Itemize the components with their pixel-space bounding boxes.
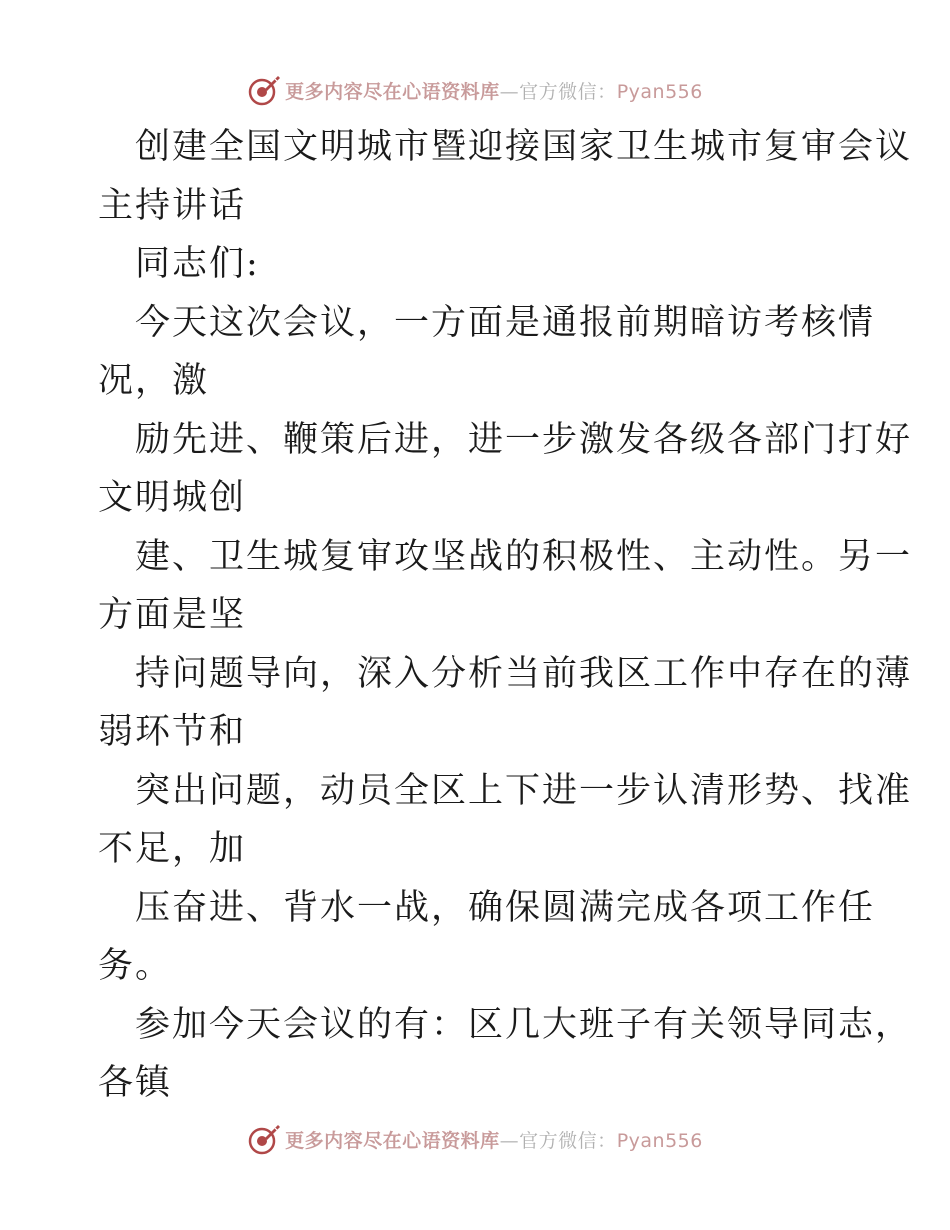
watermark-separator: —: [499, 1129, 520, 1152]
watermark-brand-text: 更多内容尽在心语资料库: [285, 80, 500, 103]
watermark-official-label: 官方微信：: [519, 80, 617, 103]
watermark-footer: [0, 1119, 950, 1159]
doc-paragraph-line: 文明城创: [98, 478, 247, 518]
doc-title-line-2: 主持讲话: [98, 185, 247, 226]
doc-paragraph-line: 建、卫生城复审攻坚战的积极性、主动性。另一: [135, 536, 913, 577]
doc-paragraph-line: 况，激: [98, 361, 210, 401]
watermark-header: [0, 70, 950, 110]
watermark-wechat-id: Pyan556: [616, 80, 703, 103]
doc-paragraph-line: 参加今天会议的有：区几大班子有关领导同志，: [135, 1004, 913, 1045]
doc-paragraph-line: 不足，加: [98, 829, 247, 869]
watermark-brand-text: 更多内容尽在心语资料库: [285, 1129, 500, 1152]
document-body: [98, 118, 913, 1113]
watermark-separator: —: [499, 80, 520, 103]
watermark-wechat-id: Pyan556: [616, 1129, 703, 1152]
doc-salutation: 同志们:: [135, 244, 260, 284]
doc-paragraph-line: 方面是坚: [98, 595, 247, 635]
brand-logo-icon: [247, 73, 281, 107]
doc-paragraph-line: 务。: [98, 946, 173, 986]
brand-logo-icon: [247, 1122, 281, 1156]
doc-paragraph-line: 弱环节和: [98, 712, 247, 752]
doc-paragraph-line: 压奋进、背水一战，确保圆满完成各项工作任: [135, 887, 876, 928]
doc-paragraph-line: 持问题导向，深入分析当前我区工作中存在的薄: [135, 653, 913, 694]
doc-title-line-1: 创建全国文明城市暨迎接国家卫生城市复审会议: [135, 127, 913, 167]
doc-paragraph-line: 各镇: [98, 1063, 173, 1103]
doc-paragraph-line: 突出问题，动员全区上下进一步认清形势、找准: [135, 770, 913, 811]
doc-paragraph-line: 今天这次会议，一方面是通报前期暗访考核情: [135, 302, 876, 343]
doc-paragraph-line: 励先进、鞭策后进，进一步激发各级各部门打好: [135, 419, 913, 460]
watermark-official-label: 官方微信：: [519, 1129, 617, 1152]
